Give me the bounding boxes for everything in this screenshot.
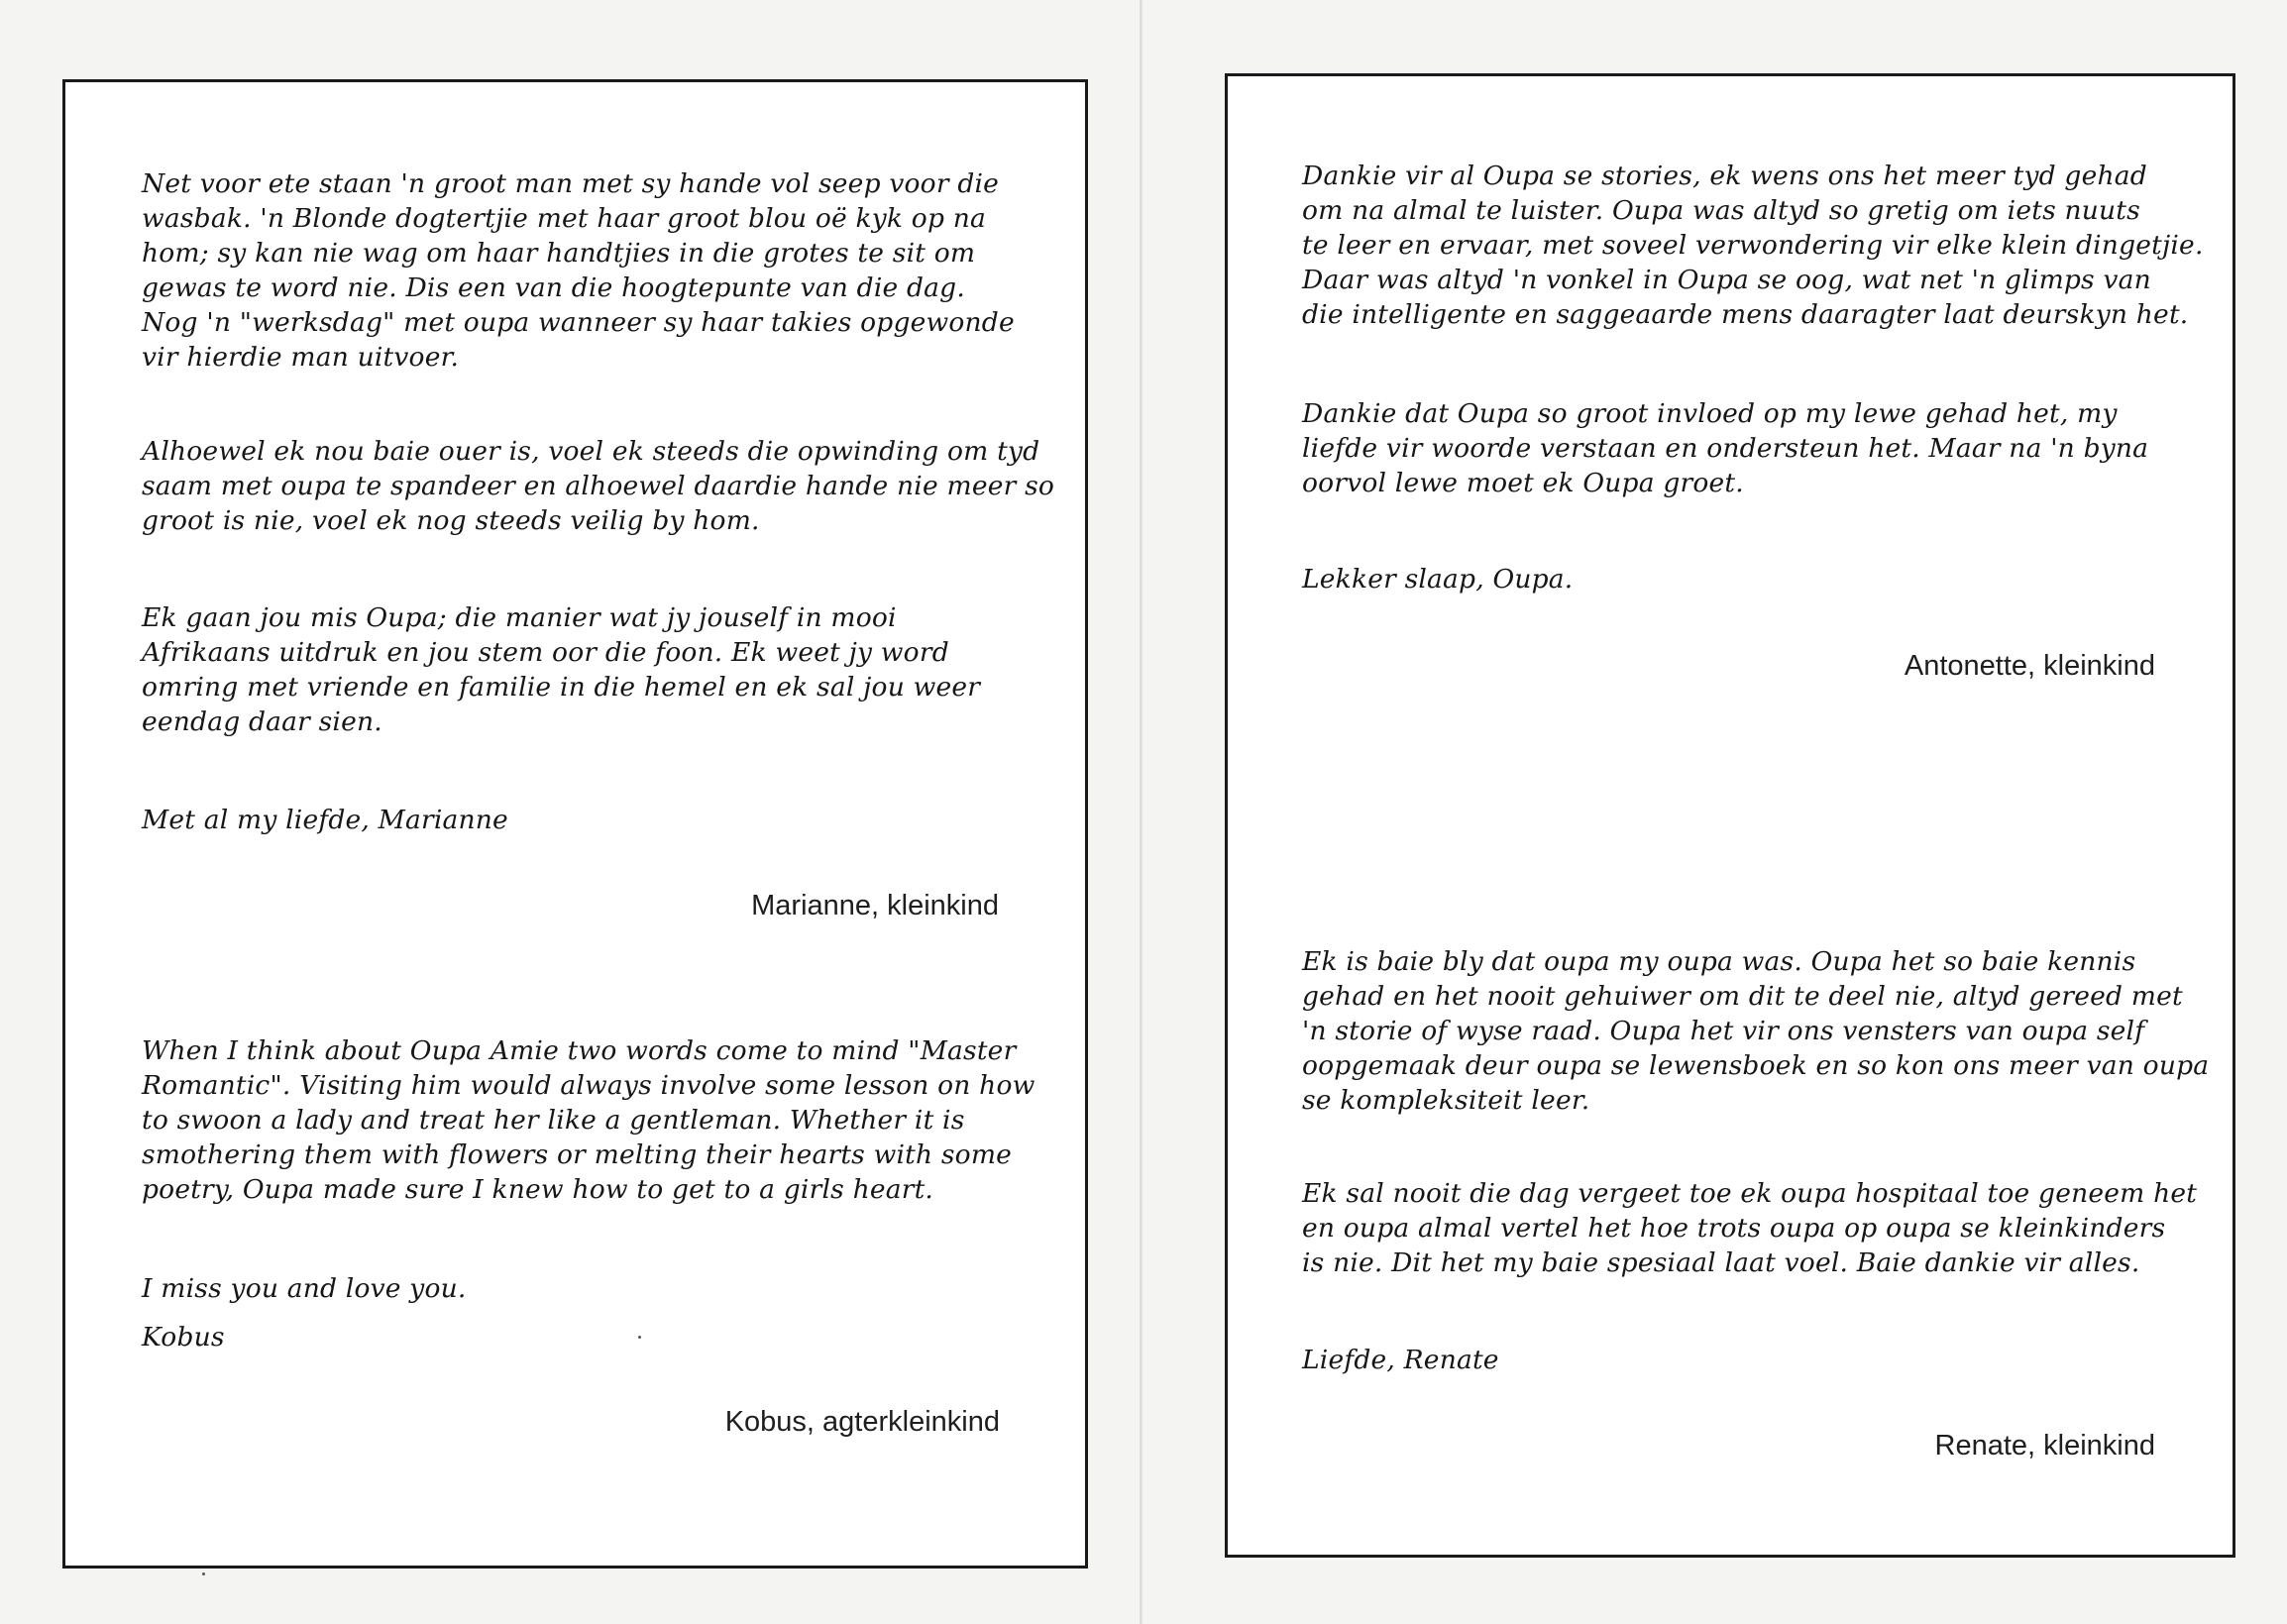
left-page xyxy=(0,0,1140,1624)
antonette-closing: Lekker slaap, Oupa. xyxy=(1302,564,1574,595)
marianne-paragraph-3: Ek gaan jou mis Oupa; die manier wat jy jouself in mooi Afrikaans uitdruk en jou stem oor die foon. Ek weet jy word omring met vriende en familie in die hemel en ek sal jou weer eendag daar sien. xyxy=(142,602,981,737)
antonette-paragraph-2: Dankie dat Oupa so groot invloed op my lewe gehad het, my liefde vir woorde verstaan en ondersteun het. Maar na 'n byna oorvol lewe moet ek Oupa groet. xyxy=(1302,398,2149,498)
kobus-closing-line: I miss you and love you. xyxy=(142,1273,467,1304)
kobus-paragraph-1: When I think about Oupa Amie two words come to mind "Master Romantic". Visiting him would always involve some lesson on how to swoon a lady and treat her like a gentleman. Whether it is smothering them with flowers or melting their hearts with some poetry, Oupa made sure I knew how to get to a girls heart. xyxy=(142,1035,1035,1205)
renate-paragraph-1: Ek is baie bly dat oupa my oupa was. Oupa het so baie kennis gehad en het nooit gehuiwer om dit te deel nie, altyd gereed met 'n storie of wyse raad. Oupa het vir ons vensters van oupa self oopgemaak deur oupa se lewensboek en so kon ons meer van oupa se kompleksiteit leer. xyxy=(1302,946,2210,1116)
right-page xyxy=(1143,0,2287,1624)
paper-speck xyxy=(202,1572,205,1575)
renate-signature: Renate, kleinkind xyxy=(1934,1430,2155,1462)
antonette-paragraph-1: Dankie vir al Oupa se stories, ek wens ons het meer tyd gehad om na almal te luister. Oupa was altyd so gretig om iets nuuts te leer en ervaar, met soveel verwondering vir elke klein dingetjie. Daar was altyd 'n vonkel in Oupa se oog, wat net 'n glimps van die intelligente en saggeaarde mens daaragter laat deurskyn het. xyxy=(1302,161,2204,330)
marianne-paragraph-1: Net voor ete staan 'n groot man met sy hande vol seep voor die wasbak. 'n Blonde dogtertjie met haar groot blou oë kyk op na hom; sy kan nie wag om haar handtjies in die grotes te sit om gewas te word nie. Dis een van die hoogtepunte van die dag. Nog 'n "werksdag" met oupa wanneer sy haar takies opgewonde vir hierdie man uitvoer. xyxy=(142,168,1015,373)
renate-closing: Liefde, Renate xyxy=(1302,1345,1499,1375)
marianne-signature: Marianne, kleinkind xyxy=(751,890,999,921)
paper-speck xyxy=(638,1336,641,1339)
marianne-closing: Met al my liefde, Marianne xyxy=(142,805,508,835)
antonette-signature: Antonette, kleinkind xyxy=(1904,650,2155,682)
marianne-paragraph-2: Alhoewel ek nou baie ouer is, voel ek steeds die opwinding om tyd saam met oupa te spandeer en alhoewel daardie hande nie meer so groot is nie, voel ek nog steeds veilig by hom. xyxy=(142,436,1055,536)
kobus-name: Kobus xyxy=(142,1322,225,1353)
renate-paragraph-2: Ek sal nooit die dag vergeet toe ek oupa hospitaal toe geneem het en oupa almal vertel het hoe trots oupa op oupa se kleinkinders is nie. Dit het my baie spesiaal laat voel. Baie dankie vir alles. xyxy=(1302,1178,2198,1278)
kobus-signature: Kobus, agterkleinkind xyxy=(724,1406,1000,1438)
